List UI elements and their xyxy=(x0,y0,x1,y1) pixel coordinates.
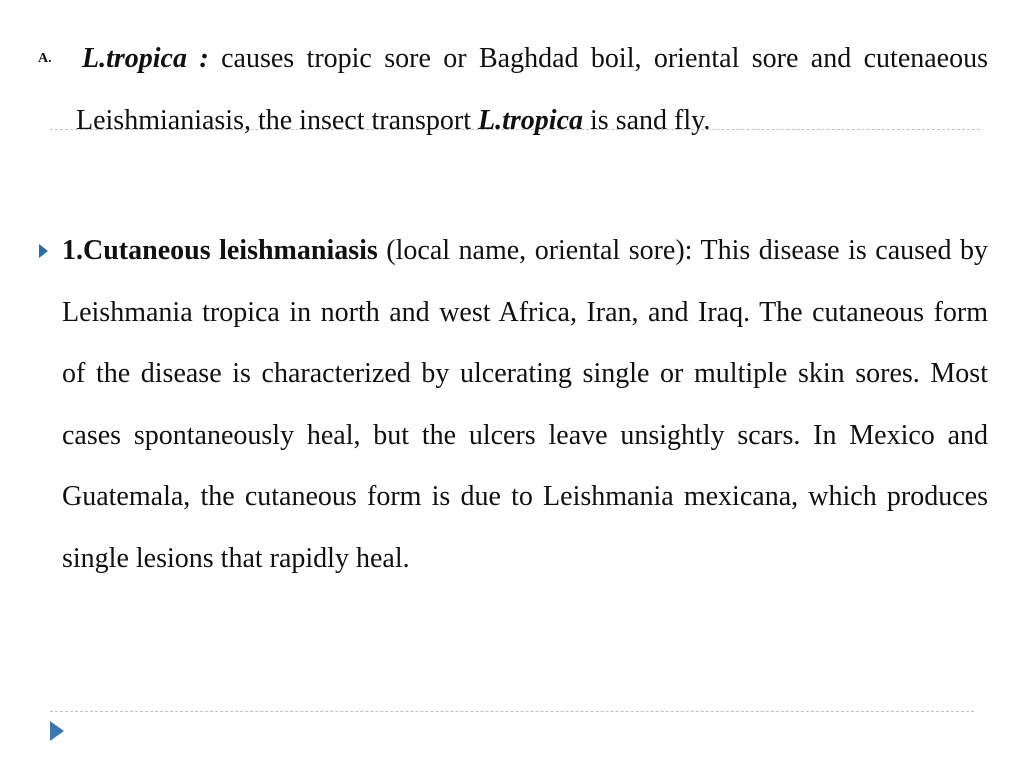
bullet-arrow-icon xyxy=(39,244,48,258)
nav-arrow-icon[interactable] xyxy=(50,721,64,741)
paragraph-a-text-1: causes tropic sore or Baghdad boil, oriental sore and cutenaeous Leishmianiasis, the insect transport xyxy=(76,43,988,136)
paragraph-a-text-2: is sand fly. xyxy=(583,104,711,136)
bottom-dashed-divider xyxy=(50,711,974,712)
heading-cutaneous-leishmaniasis: 1.Cutaneous leishmaniasis xyxy=(62,235,378,266)
paragraph-l-tropica xyxy=(76,28,988,151)
term-l-tropica: L.tropica : xyxy=(82,43,209,74)
paragraph-cutaneous-leishmaniasis xyxy=(62,220,988,589)
term-l-tropica-2: L.tropica xyxy=(478,104,584,136)
list-marker-a: A. xyxy=(38,51,52,66)
paragraph-1-body: (local name, oriental sore): This disease is caused by Leishmania tropica in north and west Africa, Iran, and Iraq. The cutaneous form of the disease is characterized by ulcerating single or multiple skin sores. Most cases spontaneously heal, but the ulcers leave unsightly scars. In Mexico and Guatemala, the cutaneous form is due to Leishmania mexicana, which produces single lesions that rapidly heal. xyxy=(62,235,988,574)
